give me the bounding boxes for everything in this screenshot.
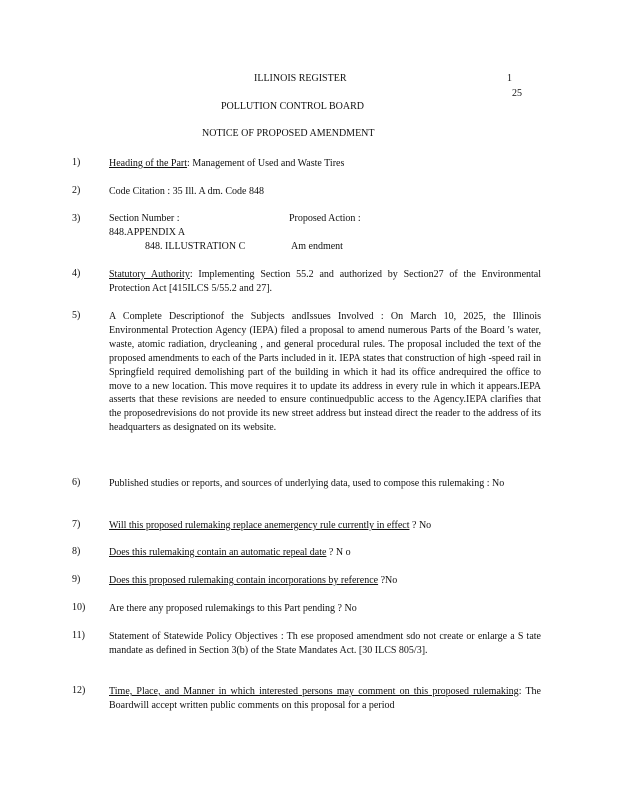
item-question (109, 519, 541, 533)
item-number: 10) (72, 602, 86, 613)
page-number: 1 (507, 73, 512, 84)
page-subnumber: 25 (512, 88, 522, 99)
item-answer: ? N o (326, 547, 351, 558)
item-number: 6) (72, 477, 81, 488)
notice-title: NOTICE OF PROPOSED AMENDMENT (202, 128, 375, 139)
item-number: 12) (72, 685, 86, 696)
proposed-action-label: Proposed Action : (289, 213, 361, 224)
item-label: Does this rulemaking contain an automatic repeal date (109, 547, 327, 558)
item-answer: ?No (378, 575, 398, 586)
item-question: Are there any proposed rulemakings to this Part pending ? No (109, 603, 357, 614)
register-title: ILLINOIS REGISTER (254, 73, 347, 84)
section-appendix: 848.APPENDIX A (109, 227, 186, 238)
item-text: : Management of Used and Waste Tires (187, 158, 345, 169)
item-label: Statutory Authority (109, 269, 190, 280)
item-number: 11) (72, 630, 85, 641)
item-number: 7) (72, 519, 81, 530)
item-number: 4) (72, 268, 81, 279)
item-comment-period (109, 685, 541, 713)
section-illustration: 848. ILLUSTRATION C (145, 241, 246, 252)
item-statutory-authority (109, 268, 541, 296)
item-number: 8) (72, 546, 81, 557)
item-policy-statement: Statement of Statewide Policy Objectives : Th ese proposed amendment sdo not create or enlarge a S tate mandate as defined in Section 3(b) of the State Mandates Act. [30 ILCS 805/3]. (109, 631, 541, 656)
item-label: Time, Place, and Manner in which interested persons may comment on this proposed rulemaking (109, 686, 519, 697)
item-label: Does this proposed rulemaking contain incorporations by reference (109, 575, 379, 586)
board-title: POLLUTION CONTROL BOARD (221, 101, 364, 112)
item-number: 5) (72, 310, 81, 321)
item-text: Code Citation : 35 Ill. A dm. Code 848 (109, 186, 264, 197)
item-number: 2) (72, 185, 81, 196)
item-text: : The Boardwill accept written public comments on this proposal for a period (109, 686, 541, 711)
item-number: 1) (72, 157, 81, 168)
proposed-action: Am endment (291, 241, 343, 252)
item-number: 3) (72, 213, 81, 224)
section-number-label: Section Number : (109, 213, 180, 224)
item-number: 9) (72, 574, 81, 585)
item-text: : Implementing Section 55.2 and authorized by Section27 of the Environmental Protection Act [415ILCS 5/55.2 and 27]. (109, 269, 542, 294)
item-label: Will this proposed rulemaking replace anemergency rule currently in effect (109, 520, 410, 531)
item-answer: ? No (409, 520, 432, 531)
item-question (109, 574, 541, 588)
item-question (109, 546, 541, 560)
item-description: A Complete Descriptionof the Subjects andIssues Involved : On March 10, 2025, the Illinois Environmental Protection Agency (IEPA) filed a proposal to amend numerous Parts of the Board 's water, waste, atomic radiation, drycleaning , and general procedural rules. The proposal included the text of the proposed amendments to each of the Parts included in it. IEPA states that construction of high -speed rail in Springfield required demolishing part of the building in which it had its office andrequired the office to move to a new location. This move requires it to update its address in every rule in which it appears.IEPA asserts that these revisions are needed to ensure continuedpublic access to the Agency.IEPA clarifies that the proposedrevisions do not provide its new street address but instead direct the reader to the address of its headquarters as designated on its website. (109, 311, 541, 434)
item-heading (109, 157, 541, 171)
item-label: Heading of the Part (109, 158, 188, 169)
item-text: Published studies or reports, and sources of underlying data, used to compose this rulemaking : No (109, 478, 505, 489)
